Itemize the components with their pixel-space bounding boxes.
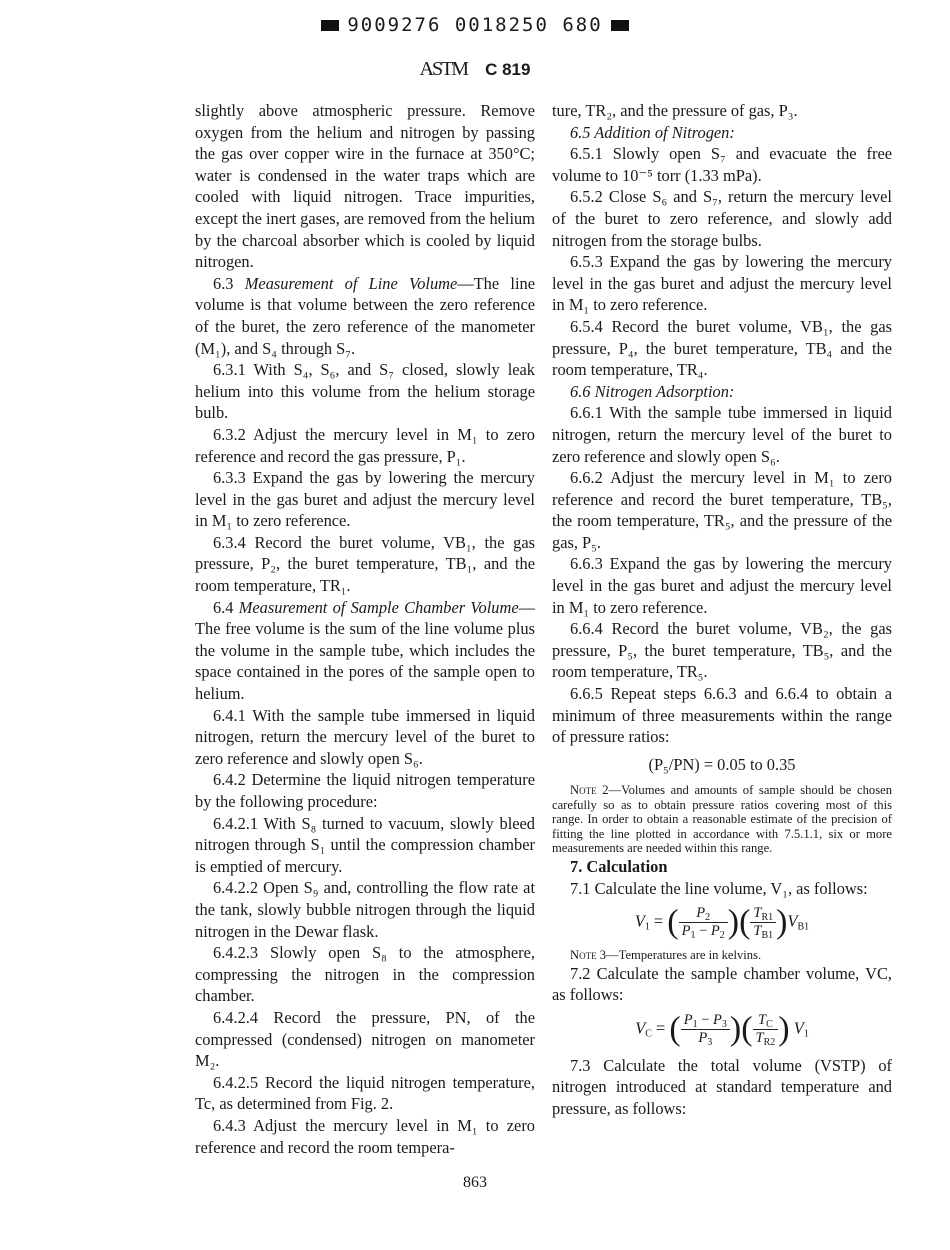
- paragraph: 7.3 Calculate the total volume (VSTP) of nitrogen introduced at standard temperature and pressure, as follows:: [552, 1055, 892, 1118]
- paragraph: 7.1 Calculate the line volume, V₁, as follows:: [570, 878, 868, 898]
- paragraph: 6.5.2 Close S₆ and S₇, return the mercury level of the buret to zero reference, and slowly add nitrogen from the storage bulbs.: [552, 187, 892, 250]
- paragraph: 6.4.2.3 Slowly open S₈ to the atmosphere, compressing the nitrogen in the compression chamber.: [195, 943, 535, 1006]
- equation-chamber-volume: $V_C$ = ( $\frac{P_1 - P_3}{P_3}$ )( $\frac{T_C}{T_{R2}}$ ) $V_1$: [635, 1010, 809, 1048]
- barcode-block-left: [321, 20, 339, 31]
- paragraph: 6.6.3 Expand the gas by lowering the mercury level in the gas buret and adjust the mercury level in M₁ to zero reference.: [552, 554, 892, 617]
- paragraph: 6.5.1 Slowly open S₇ and evacuate the free volume to 10⁻⁵ torr (1.33 mPa).: [552, 144, 892, 185]
- paragraph: 6.3.3 Expand the gas by lowering the mercury level in the gas buret and adjust the mercury level in M₁ to zero reference.: [195, 468, 535, 531]
- section-6-4: 6.4 Measurement of Sample Chamber Volume—The free volume is the sum of the line volume plus the volume in the sample tube, which includes the space contained in the pores of the sample open to helium.: [195, 597, 535, 704]
- paragraph: 6.3.1 With S₄, S₆, and S₇ closed, slowly leak helium into this volume from the helium storage bulb.: [195, 360, 535, 423]
- page-header: [0, 58, 950, 81]
- paragraph: 6.4.2 Determine the liquid nitrogen temperature by the following procedure:: [195, 770, 535, 811]
- right-column: [552, 100, 892, 1120]
- barcode-block-right: [611, 20, 629, 31]
- paragraph: slightly above atmospheric pressure. Remove oxygen from the helium and nitrogen by passing the gas over copper wire in the furnace at 350°C; water is condensed in the water traps which are cooled with liquid nitrogen. Trace impurities, except the inert gases, are removed from the helium by the charcoal absorber which is cooled by liquid nitrogen.: [195, 101, 535, 272]
- paragraph: 6.6.5 Repeat steps 6.6.3 and 6.6.4 to obtain a minimum of three measurements within the range of pressure ratios:: [552, 684, 892, 747]
- paragraph: 6.6.2 Adjust the mercury level in M₁ to zero reference and record the buret temperature, TB₅, the room temperature, TR₅, and the pressure of the gas, P₅.: [552, 468, 892, 552]
- astm-logo: ASTM: [419, 58, 468, 80]
- paragraph: 6.5.4 Record the buret volume, VB₁, the gas pressure, P₄, the buret temperature, TB₄ and the room temperature, TR₄.: [552, 316, 892, 380]
- paragraph: 6.4.2.5 Record the liquid nitrogen temperature, Tc, as determined from Fig. 2.: [195, 1072, 535, 1114]
- note-3: Note 3—Temperatures are in kelvins.: [570, 948, 762, 963]
- note-2: Note 2—Volumes and amounts of sample should be chosen carefully so as to obtain pressure ratios covering most of this range. In order to obtain a reasonable estimate of the precision of fitting the line plotted in accordance with 7.5.1.1, six or more measurements are needed within this range.: [552, 783, 892, 856]
- paragraph: ture, TR₂, and the pressure of gas, P₃.: [552, 101, 798, 120]
- doc-code-text: 9009276 0018250 680: [347, 14, 603, 36]
- standard-number: C 819: [485, 59, 531, 79]
- paragraph: 6.3.2 Adjust the mercury level in M₁ to zero reference and record the gas pressure, P₁.: [195, 424, 535, 466]
- section-6-6: 6.6 Nitrogen Adsorption:: [570, 381, 735, 401]
- paragraph: 6.4.2.1 With S₈ turned to vacuum, slowly bleed nitrogen through S₁ until the compression chamber is emptied of mercury.: [195, 813, 535, 876]
- section-6-3: 6.3 Measurement of Line Volume—The line volume is that volume between the zero reference of the buret, the zero reference of the manometer (M₁), and S₄ through S₇.: [195, 273, 535, 358]
- paragraph: 6.3.4 Record the buret volume, VB₁, the gas pressure, P₂, the buret temperature, TB₁, and the room temperature, TR₁.: [195, 532, 535, 596]
- paragraph: 6.6.1 With the sample tube immersed in liquid nitrogen, return the mercury level of the buret to zero reference and slowly open S₆.: [552, 403, 892, 466]
- paragraph: 6.4.2.2 Open S₉ and, controlling the flow rate at the tank, slowly bubble nitrogen through the liquid nitrogen in the Dewar flask.: [195, 878, 535, 941]
- paragraph: 6.4.3 Adjust the mercury level in M₁ to zero reference and record the room tempera-: [195, 1115, 535, 1157]
- document-code: [0, 14, 950, 36]
- left-column: [195, 100, 535, 1158]
- pressure-ratio-equation: (P₅/PN) = 0.05 to 0.35: [648, 754, 796, 774]
- paragraph: 6.6.4 Record the buret volume, VB₂, the gas pressure, P₅, the buret temperature, TB₅, and the room temperature, TR₅.: [552, 619, 892, 682]
- paragraph: 6.4.1 With the sample tube immersed in liquid nitrogen, return the mercury level of the buret to zero reference and slowly open S₆.: [195, 705, 535, 768]
- section-6-5: 6.5 Addition of Nitrogen:: [570, 122, 735, 142]
- paragraph: 6.4.2.4 Record the pressure, PN, of the compressed (condensed) nitrogen on manometer M₂.: [195, 1007, 535, 1071]
- paragraph: 7.2 Calculate the sample chamber volume, VC, as follows:: [552, 963, 892, 1005]
- paragraph: 6.5.3 Expand the gas by lowering the mercury level in the gas buret and adjust the mercury level in M₁ to zero reference.: [552, 252, 892, 315]
- equation-line-volume: $V_1$ = ( $\frac{P_2}{P_1 - P_2}$ )( $\frac{T_{R1}}{T_{B1}}$ )$V_{B1}$: [634, 903, 810, 942]
- page-number: 863: [463, 1174, 487, 1191]
- section-heading: 7. Calculation: [570, 856, 668, 876]
